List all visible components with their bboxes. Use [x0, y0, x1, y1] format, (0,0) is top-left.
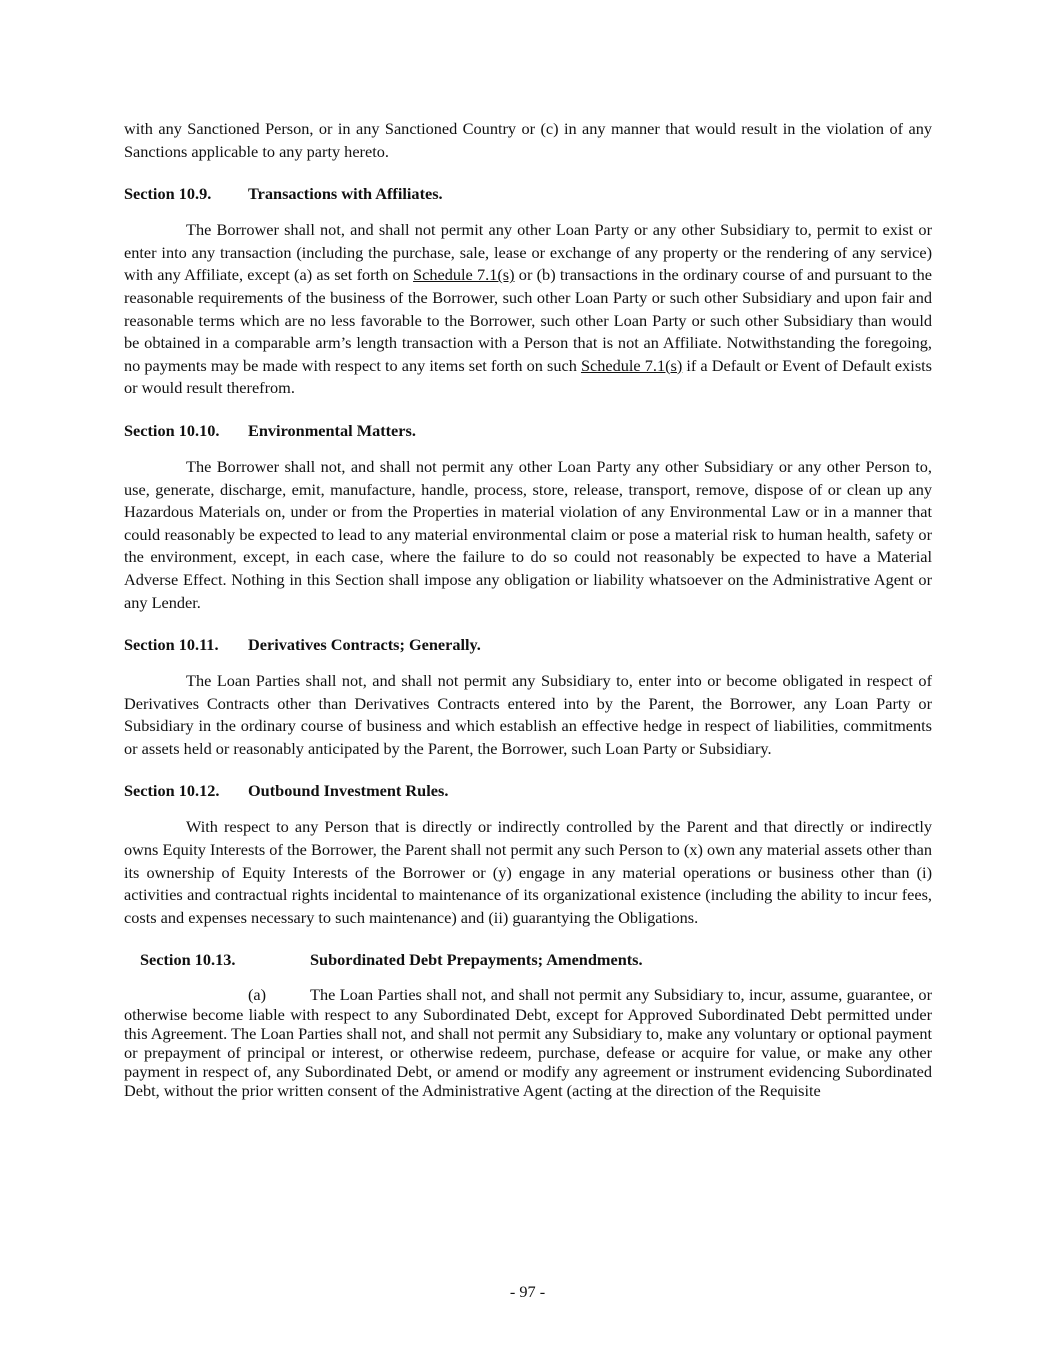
section-number: Section 10.9.	[124, 184, 212, 204]
section-title: Outbound Investment Rules.	[248, 781, 449, 801]
section-number: Section 10.11.	[124, 635, 219, 655]
body-text: or (b) transactions in the ordinary course of and pursuant to the reasonable requirements of the business of the Borrower, such other Loan Party or such other Subsidiary and upon fair and reasonable terms which are no less favorable to the Borrower, such other Loan Party or such other Subsidiary than would be obtained in a comparable arm’s length transaction with a Person that is not an Affiliate. Notwithstanding the foregoing, no payments may be made with respect to any items set forth on such	[124, 265, 932, 375]
schedule-reference: Schedule 7.1(s)	[580, 355, 683, 375]
section-10-12-body: With respect to any Person that is directly or indirectly controlled by the Parent and that directly or indirectly owns Equity Interests of the Borrower, the Parent shall not permit any such Person to (x) own any material assets other than its ownership of Equity Interests of the Borrower or (y) engage in any material operations or business other than (i) activities and contractual rights incidental to maintenance of its organizational existence (including the ability to incur fees, costs and expenses necessary to such maintenance) and (ii) guarantying the Obligations.	[124, 817, 932, 927]
section-10-12-heading	[124, 780, 932, 802]
section-10-11-heading	[124, 634, 932, 656]
schedule-reference: Schedule 7.1(s)	[413, 265, 515, 285]
clause-marker: (a)	[248, 985, 267, 1005]
body-text: The Borrower shall not, and shall not permit any other Loan Party or any other Subsidiary to, permit to exist or enter into any transaction (including the purchase, sale, lease or exchange of any property or the rendering of any service) with any Affiliate, except (a) as set forth on	[124, 220, 932, 285]
section-title: Environmental Matters.	[248, 420, 416, 440]
section-10-13-heading	[124, 949, 932, 971]
section-title: Derivatives Contracts; Generally.	[248, 635, 481, 655]
section-10-10-heading	[124, 420, 932, 442]
page-number: - 97 -	[509, 1282, 546, 1301]
section-title: Subordinated Debt Prepayments; Amendments.	[310, 950, 643, 970]
section-number: Section 10.12.	[124, 781, 220, 801]
section-10-10-body: The Borrower shall not, and shall not permit any other Loan Party any other Subsidiary or any other Person to, use, generate, discharge, emit, manufacture, handle, process, store, release, transport, remove, dispose of or clean up any Hazardous Materials on, under or from the Properties in material violation of any Environmental Law or in a manner that could reasonably be expected to lead to any material environmental claim or pose a material risk to human health, safety or the environment, except, in each case, where the failure to do so could not reasonably be expected to have a Material Adverse Effect. Nothing in this Section shall impose any obligation or liability whatsoever on the Administrative Agent or any Lender.	[124, 456, 932, 612]
section-10-11-body: The Loan Parties shall not, and shall not permit any Subsidiary to, enter into or become obligated in respect of Derivatives Contracts other than Derivatives Contracts entered into by the Parent, the Borrower, any Loan Party or Subsidiary in the ordinary course of business and which establish an effective hedge in respect of liabilities, commitments or assets held or reasonably anticipated by the Parent, the Borrower, such Loan Party or Subsidiary.	[124, 671, 932, 758]
section-number: Section 10.13.	[140, 950, 236, 970]
document-page	[124, 118, 932, 1101]
continued-paragraph: with any Sanctioned Person, or in any Sanctioned Country or (c) in any manner that would result in the violation of any Sanctions applicable to any party hereto.	[124, 119, 932, 161]
body-text: if a Default or Event of Default exists or would result therefrom.	[124, 355, 933, 398]
section-10-9-heading	[124, 183, 932, 205]
section-number: Section 10.10.	[124, 420, 220, 440]
body-text: The Loan Parties shall not, and shall not permit any Subsidiary to, incur, assume, guarantee, or otherwise become liable with respect to any Subordinated Debt, except for Approved Subordinated Debt permitted under this Agreement. The Loan Parties shall not, and shall not permit any Subsidiary to, make any voluntary or optional payment or prepayment of principal or interest, or otherwise redeem, purchase, defease or acquire for value, or make any other payment in respect of, any Subordinated Debt, or amend or modify any agreement or instrument evidencing Subordinated Debt, without the prior written consent of the Administrative Agent (acting at the direction of the Requisite	[124, 985, 932, 1101]
section-10-9-body	[124, 219, 932, 400]
section-10-13-body	[124, 985, 932, 1100]
section-title: Transactions with Affiliates.	[248, 184, 443, 204]
